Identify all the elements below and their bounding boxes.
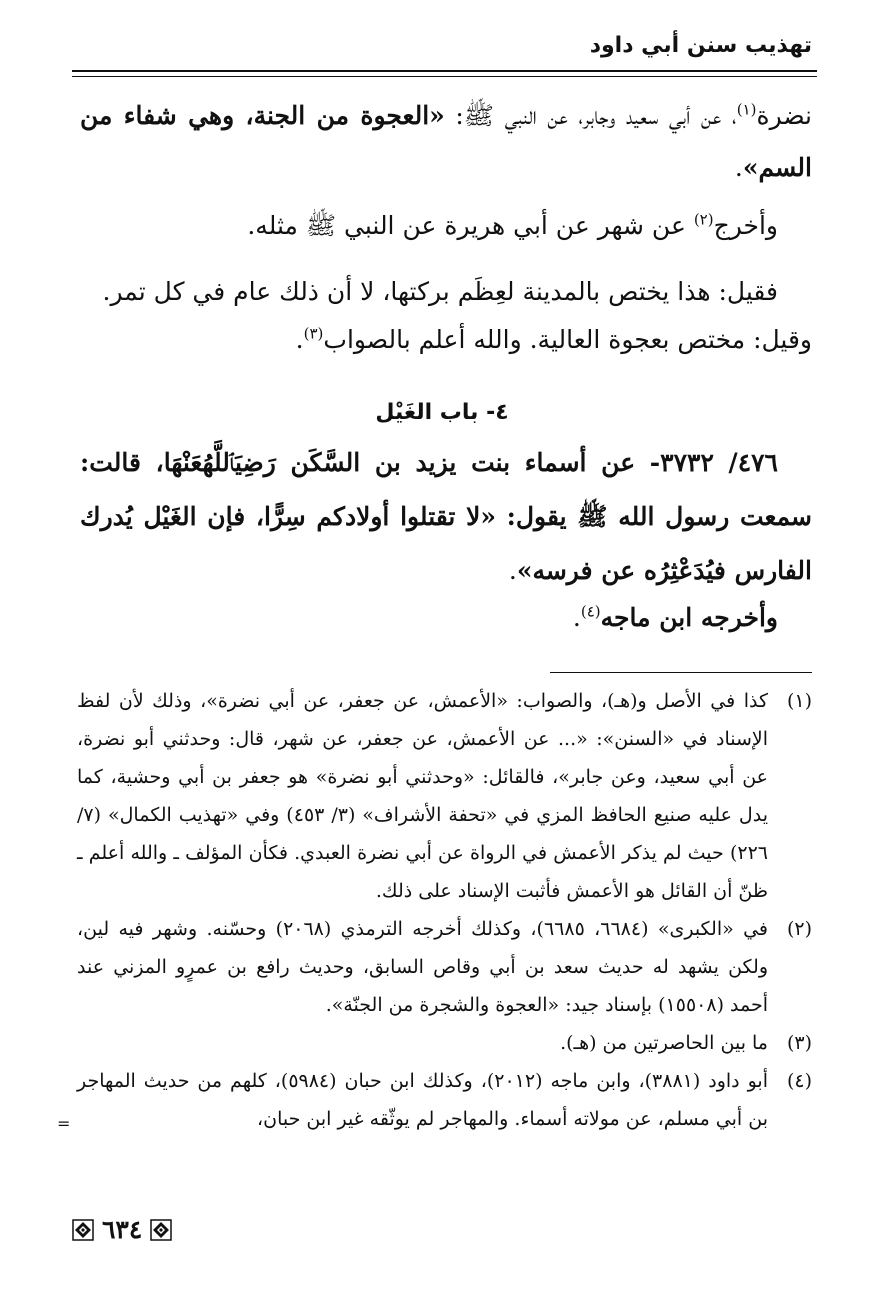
ornament-right-icon [150, 1219, 172, 1241]
p3-line-1: فقيل: هذا يختص بالمدينة لعِظَم بركتها، لا أن ذلك عام في كل تمر. [102, 277, 778, 306]
paragraph-commentary [80, 268, 812, 364]
hadith-quote: «لا تقتلوا أولادكم سِرًّا، فإن الغَيْل يُدرك الفارس فيُدَعْثِرُه عن فرسه» [80, 502, 812, 585]
p1-quote: «العجوة من الجنة، وهي شفاء من السم» [80, 101, 812, 182]
page-number [72, 1215, 172, 1245]
footnote-text: كذا في الأصل و(هـ)، والصواب: «الأعمش، عن جعفر، عن أبي نضرة»، وذلك لأن لفظ الإسناد في «السنن»: «... عن الأعمش، عن جعفر، عن شهر، قال: وحدثني أبو نضرة، عن أبي سعيد، وعن جابر»، فالقائل: «وحدثني أبو نضرة» هو جعفر بن أبي وحشية، كما يدل عليه صنيع الحافظ المزي في «تحفة الأشراف» (٣/ ٤٥٣) وفي «تهذيب الكمال» (٧/ ٢٢٦) حيث لم يذكر الأعمش في الرواة عن أبي نضرة العبدي. فكأن المؤلف ـ والله أعلم ـ ظنّ أن القائل هو الأعمش فأثبت الإسناد على ذلك. [77, 690, 768, 902]
footnote-text: في «الكبرى» (٦٦٨٤، ٦٦٨٥)، وكذلك أخرجه الترمذي (٢٠٦٨) وحسّنه. وشهر فيه لين، ولكن يشهد له حديث سعد بن أبي وقاص السابق، وحديث رافع بن عمرٍو المزني عند أحمد (١٥٥٠٨) بإسناد جيد: «العجوة والشجرة من الجنّة». [77, 918, 769, 1016]
p3-line-2-tail: . [295, 325, 304, 354]
footnote-1 [77, 682, 812, 910]
paragraph-abu-hurayra [80, 200, 812, 252]
section-title: ٤- باب الغَيْل [375, 400, 509, 425]
footnotes [57, 682, 812, 1138]
footnote-number: (٢) [786, 918, 812, 940]
header-rule-thin [72, 76, 817, 77]
p1-lead: نضرة [756, 101, 812, 130]
footnote-number: (٣) [786, 1032, 812, 1054]
p1-tail: . [734, 153, 743, 182]
footnote-number: (٤) [786, 1070, 812, 1092]
continuation-mark: = [57, 1114, 71, 1133]
footnote-separator [550, 672, 812, 673]
footnote-2 [77, 910, 812, 1024]
header-rule-thick [72, 70, 817, 72]
p3-line-2: وقيل: مختص بعجوة العالية. والله أعلم بالصواب [323, 325, 812, 354]
footnote-ref-3: (٣) [303, 324, 324, 343]
paragraph-ibn-majah [80, 592, 812, 644]
page-number-text: ٦٣٤ [102, 1215, 143, 1244]
footnote-ref-2: (٢) [693, 210, 714, 229]
paragraph-hadith-continuation [80, 90, 812, 194]
hadith-tail: . [508, 556, 517, 585]
p5-lead: وأخرجه ابن ماجه [600, 603, 778, 632]
footnote-4 [57, 1062, 812, 1138]
footnote-text: ما بين الحاصرتين من (هـ). [560, 1032, 768, 1054]
paragraph-hadith-476 [80, 436, 812, 598]
hadith-number: ٤٧٦/ ٣٧٣٢- عن أسماء بنت يزيد بن السَّكَن رَضِيَٱللَّهُعَنْهَا، قالت: [80, 448, 778, 477]
hadith-mid: سمعت رسول الله ﷺ يقول: [495, 502, 812, 531]
footnote-ref-1: (١) [736, 100, 757, 119]
p1-mid: ، عن أبي سعيد وجابر، عن النبي ﷺ: [444, 101, 737, 130]
p2-tail: عن شهر عن أبي هريرة عن النبي ﷺ مثله. [247, 211, 694, 240]
p2-lead: وأخرج [713, 211, 778, 240]
footnote-ref-4: (٤) [580, 602, 601, 621]
footnote-number: (١) [786, 690, 812, 712]
running-head: تهذيب سنن أبي داود [589, 33, 812, 58]
footnote-3 [77, 1024, 812, 1062]
footnote-text: أبو داود (٣٨٨١)، وابن ماجه (٢٠١٢)، وكذلك ابن حبان (٥٩٨٤)، كلهم من حديث المهاجر بن أبي مسلم، عن مولاته أسماء. والمهاجر لم يوثّقه غير ابن حبان، [77, 1070, 768, 1130]
ornament-left-icon [72, 1219, 94, 1241]
p5-tail: . [572, 603, 581, 632]
